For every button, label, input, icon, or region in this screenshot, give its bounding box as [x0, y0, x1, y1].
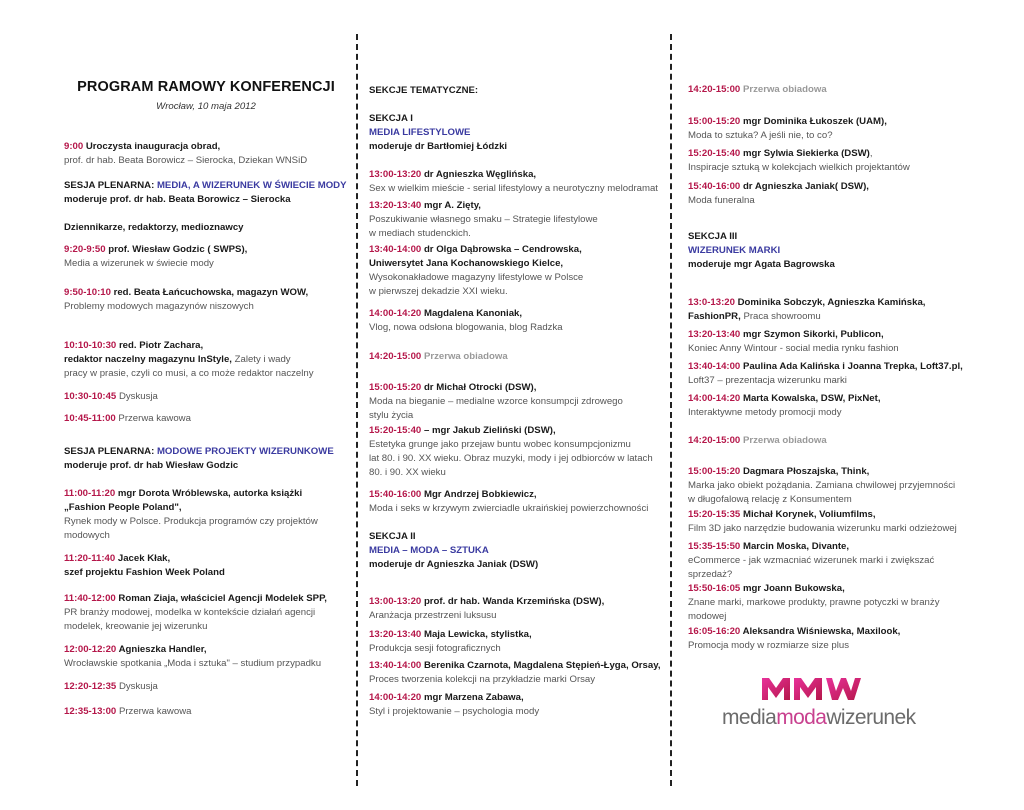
- speaker: Agnieszka Handler,: [116, 644, 207, 655]
- speaker: – mgr Jakub Zieliński (DSW),: [421, 425, 556, 436]
- plenary-session-1: [64, 179, 348, 207]
- logo-word-wizerunek: wizerunek: [826, 706, 916, 729]
- talk-entry: [688, 360, 978, 388]
- logo-wordmark: [722, 705, 916, 731]
- topic-cont: sprzedaż?: [688, 569, 733, 580]
- talk-entry: [369, 307, 667, 335]
- talk-entry: [64, 552, 348, 580]
- session-name: MEDIA, A WIZERUNEK W ŚWIECIE MODY: [156, 180, 347, 191]
- label: Przerwa obiadowa: [421, 351, 508, 362]
- time: 11:40-12:00: [64, 593, 116, 604]
- speaker: mgr Dorota Wróblewska, autorka książki: [115, 488, 303, 499]
- topic: Moda i seks w krzywym zwierciadle ukraińskiej powierzchowności: [369, 503, 649, 514]
- time: 15:35-15:50: [688, 541, 741, 552]
- talk-entry: [369, 595, 667, 623]
- time: 15:20-15:40: [369, 425, 422, 436]
- time: 14:20-15:00: [369, 351, 422, 362]
- time: 13:20-13:40: [369, 200, 422, 211]
- talk-entry: [688, 582, 978, 624]
- section-name: MEDIA LIFESTYLOWE: [369, 127, 471, 138]
- time: 14:20-15:00: [688, 435, 741, 446]
- topic-cont: pracy w prasie, czyli co musi, a co może redaktor naczelny: [64, 368, 314, 379]
- speaker: Jacek Kłak,: [115, 553, 171, 564]
- speaker: Maja Lewicka, stylistka,: [421, 629, 532, 640]
- group-heading: [64, 221, 348, 235]
- time: 15:20-15:40: [688, 148, 741, 159]
- topic: Loft37 – prezentacja wizerunku marki: [688, 375, 847, 386]
- time: 14:00-14:20: [688, 393, 741, 404]
- lunch-break-entry: [688, 83, 978, 97]
- time: 15:20-15:35: [688, 509, 741, 520]
- speaker-affiliation: „Fashion People Poland",: [64, 502, 182, 513]
- topic-cont: w mediach studenckich.: [369, 228, 471, 239]
- topic: Znane marki, markowe produkty, prawne potyczki w branży: [688, 597, 940, 608]
- talk-entry: [369, 199, 667, 241]
- topic-cont: w długofalową relację z Konsumentem: [688, 494, 852, 505]
- speaker: dr Agnieszka Janiak( DSW),: [740, 181, 869, 192]
- page-title: PROGRAM RAMOWY KONFERENCJI: [77, 79, 335, 95]
- topic: Produkcja sesji fotograficznych: [369, 643, 501, 654]
- time: 13:0-13:20: [688, 297, 735, 308]
- speaker: Magdalena Kanoniak,: [421, 308, 523, 319]
- speaker: dr Olga Dąbrowska – Cendrowska,: [421, 244, 582, 255]
- talk-entry: [64, 286, 348, 314]
- speaker: mgr A. Ziętу,: [421, 200, 481, 211]
- topic: Wysokonakładowe magazyny lifestylowe w Polsce: [369, 272, 584, 283]
- topic: Wrocławskie spotkania „Moda i sztuka" – studium przypadku: [64, 658, 322, 669]
- coffee-break-entry: [64, 412, 348, 426]
- discussion-entry: [64, 390, 348, 404]
- talk-entry: [369, 488, 667, 516]
- time: 16:05-16:20: [688, 626, 741, 637]
- topic: Film 3D jako narzędzie budowania wizerunku marki odzieżowej: [688, 523, 957, 534]
- speaker: prof. dr hab. Wanda Krzemińska (DSW),: [421, 596, 605, 607]
- speaker: mgr Joann Bukowska,: [740, 583, 845, 594]
- section-1-header: [369, 112, 667, 154]
- topic: Zalety i wady: [231, 354, 291, 365]
- topic: Aranżacja przestrzeni luksusu: [369, 610, 497, 621]
- topic: Marka jako obiekt pożądania. Zamiana chwilowej przyjemności: [688, 480, 956, 491]
- speaker-affiliation: redaktor naczelny magazynu InStyle,: [64, 354, 232, 365]
- session-moderator: moderuje prof. dr hab. Beata Borowicz – Sierocka: [64, 194, 291, 205]
- time: 15:50-16:05: [688, 583, 741, 594]
- talk-entry: [688, 180, 978, 208]
- speaker: mgr Szymon Sikorki, Publicon,: [740, 329, 884, 340]
- time: 12:20-12:35: [64, 681, 117, 692]
- time: 12:00-12:20: [64, 644, 117, 655]
- sections-heading: [369, 84, 667, 98]
- column-divider-right: [670, 34, 672, 786]
- speaker: Roman Ziaja, właściciel Agencji Modelek SPP,: [115, 593, 327, 604]
- speaker-affiliation: szef projektu Fashion Week Poland: [64, 567, 225, 578]
- topic: Moda funeralna: [688, 195, 755, 206]
- talk-entry: [688, 296, 978, 324]
- topic-cont: modelek, kreowanie jej wizerunku: [64, 621, 208, 632]
- session-prefix: SESJA PLENARNA:: [64, 446, 157, 457]
- speaker: mgr Sylwia Siekierka (DSW): [740, 148, 870, 159]
- talk-entry: [688, 625, 978, 653]
- talk-entry: [688, 328, 978, 356]
- talk-entry: [64, 592, 348, 634]
- topic: Problemy modowych magazynów niszowych: [64, 301, 254, 312]
- topic-cont-2: 80. i 90. XX wieku: [369, 467, 446, 478]
- page-subtitle: Wrocław, 10 maja 2012: [156, 101, 256, 112]
- topic: Styl i projektowanie – psychologia mody: [369, 706, 540, 717]
- speaker: mgr Marzena Zabawa,: [421, 692, 524, 703]
- section-moderator: moderuje dr Agnieszka Janiak (DSW): [369, 559, 539, 570]
- column-divider-left: [356, 34, 358, 786]
- discussion-entry: [64, 680, 348, 694]
- topic: Interaktywne metody promocji mody: [688, 407, 842, 418]
- speaker: Dagmara Płoszajska, Think,: [740, 466, 870, 477]
- label: Przerwa kawowa: [116, 706, 192, 717]
- time: 12:35-13:00: [64, 706, 117, 717]
- session-name: MODOWE PROJEKTY WIZERUNKOWE: [156, 446, 334, 457]
- time: 15:00-15:20: [369, 382, 422, 393]
- time: 10:45-11:00: [64, 413, 116, 424]
- talk-entry: [688, 115, 978, 143]
- time: 9:50-10:10: [64, 287, 111, 298]
- time: 13:40-14:00: [688, 361, 741, 372]
- talk-entry: [369, 424, 667, 480]
- sections-heading-text: SEKCJE TEMATYCZNE:: [369, 85, 479, 96]
- section-moderator: moderuje dr Bartłomiej Łódzki: [369, 141, 508, 152]
- speaker: Aleksandra Wiśniewska, Maxilook,: [740, 626, 901, 637]
- topic: PR branży modowej, modelka w kontekście działań agencji: [64, 607, 316, 618]
- speaker: red. Piotr Zachara,: [116, 340, 204, 351]
- speaker: Berenika Czarnota, Magdalena Stępień-Łyga, Orsay,: [421, 660, 661, 671]
- label: Przerwa obiadowa: [740, 84, 827, 95]
- entry-speakers: prof. dr hab. Beata Borowicz – Sierocka, Dziekan WNSiD: [64, 155, 308, 166]
- lunch-break-entry: [688, 434, 978, 448]
- topic: Media a wizerunek w świecie mody: [64, 258, 214, 269]
- label: Przerwa kawowa: [115, 413, 191, 424]
- time: 13:20-13:40: [688, 329, 741, 340]
- session-moderator: moderuje prof. dr hab Wiesław Godzic: [64, 460, 239, 471]
- time: 14:00-14:20: [369, 692, 422, 703]
- topic: Proces tworzenia kolekcji na przykładzie marki Orsay: [369, 674, 596, 685]
- coffee-break-entry: [64, 705, 348, 719]
- time: 9:00: [64, 141, 84, 152]
- topic: Rynek mody w Polsce. Produkcja programów czy projektów: [64, 516, 318, 527]
- section-name: WIZERUNEK MARKI: [688, 245, 781, 256]
- talk-entry: [64, 243, 348, 271]
- time: 13:20-13:40: [369, 629, 422, 640]
- topic-cont: stylu życia: [369, 410, 414, 421]
- group-heading-text: Dziennikarze, redaktorzy, medioznawcy: [64, 222, 244, 233]
- time: 13:40-14:00: [369, 660, 422, 671]
- logo-mark-icon: [722, 676, 912, 704]
- talk-entry: [688, 147, 978, 175]
- speaker: Michał Korynek, Voliumfilms,: [740, 509, 876, 520]
- opening-entry: [64, 140, 348, 168]
- time: 15:40-16:00: [688, 181, 741, 192]
- speaker: Dominika Sobczyk, Agnieszka Kamińska,: [734, 297, 926, 308]
- section-2-header: [369, 530, 667, 572]
- topic: Moda to sztuka? A jeśli nie, to co?: [688, 130, 833, 141]
- topic: eCommerce - jak wzmacniać wizerunek marki i zwiększać: [688, 555, 935, 566]
- label: Dyskusja: [116, 391, 158, 402]
- speaker: Paulina Ada Kalińska i Joanna Trepka, Loft37.pl,: [740, 361, 963, 372]
- section-label: SEKCJA II: [369, 531, 416, 542]
- talk-entry: [369, 628, 667, 656]
- time: 10:30-10:45: [64, 391, 117, 402]
- time: 15:40-16:00: [369, 489, 422, 500]
- time: 13:00-13:20: [369, 169, 422, 180]
- section-label: SEKCJA I: [369, 113, 413, 124]
- speaker-affiliation: Uniwersytet Jana Kochanowskiego Kielce,: [369, 258, 564, 269]
- speaker: Mgr Andrzej Bobkiewicz,: [421, 489, 537, 500]
- topic: Vlog, nowa odsłona blogowania, blog Radzka: [369, 322, 563, 333]
- time: 11:20-11:40: [64, 553, 116, 564]
- time: 11:00-11:20: [64, 488, 116, 499]
- topic: Moda na bieganie – medialne wzorce konsumpcji zdrowego: [369, 396, 623, 407]
- session-prefix: SESJA PLENARNA:: [64, 180, 157, 191]
- topic-cont: lat 80. i 90. XX wieku. Obraz muzyki, mody i jej odbiorców w latach: [369, 453, 653, 464]
- section-moderator: moderuje mgr Agata Bagrowska: [688, 259, 835, 270]
- time: 14:00-14:20: [369, 308, 422, 319]
- mediamodawizerunek-logo: [722, 676, 916, 736]
- time: 14:20-15:00: [688, 84, 741, 95]
- label: Dyskusja: [116, 681, 158, 692]
- talk-entry: [688, 508, 978, 536]
- logo-word-media: media: [722, 706, 777, 729]
- time: 15:00-15:20: [688, 466, 741, 477]
- time: 13:40-14:00: [369, 244, 422, 255]
- topic: Estetyka grunge jako przejaw buntu wobec konsumpcjonizmu: [369, 439, 631, 450]
- speaker: dr Michał Otrocki (DSW),: [421, 382, 537, 393]
- plenary-session-2: [64, 445, 348, 473]
- topic: Promocja mody w rozmiarze size plus: [688, 640, 850, 651]
- logo-word-moda: moda: [776, 706, 827, 729]
- speaker: dr Agnieszka Węglińska,: [421, 169, 537, 180]
- talk-entry: [64, 643, 348, 671]
- talk-entry: [688, 465, 978, 507]
- speaker: Marcin Moska, Divante,: [740, 541, 850, 552]
- talk-entry: [369, 381, 667, 423]
- section-label: SEKCJA III: [688, 231, 738, 242]
- topic: Inspiracje sztuką w kolekcjach wielkich projektantów: [688, 162, 910, 173]
- talk-entry: [369, 243, 667, 299]
- talk-entry: [369, 691, 667, 719]
- speaker-affiliation: FashionPR,: [688, 311, 741, 322]
- speaker: red. Beata Łańcuchowska, magazyn WOW,: [110, 287, 309, 298]
- topic: Poszukiwanie własnego smaku – Strategie lifestylowe: [369, 214, 598, 225]
- topic: Koniec Anny Wintour - social media rynku fashion: [688, 343, 899, 354]
- topic: Sex w wielkim mieście - serial lifestylowy a neurotyczny melodramat: [369, 183, 658, 194]
- topic: Praca showroomu: [740, 311, 821, 322]
- speaker: prof. Wiesław Godzic ( SWPS),: [105, 244, 248, 255]
- entry-title: Uroczysta inauguracja obrad,: [85, 141, 221, 152]
- speaker: Marta Kowalska, DSW, PixNet,: [740, 393, 881, 404]
- section-name: MEDIA – MODA – SZTUKA: [369, 545, 489, 556]
- speaker-suffix: ,: [869, 148, 873, 159]
- talk-entry: [64, 487, 348, 543]
- talk-entry: [688, 392, 978, 420]
- talk-entry: [369, 168, 667, 196]
- talk-entry: [369, 659, 667, 687]
- topic-cont: modowej: [688, 611, 727, 622]
- time: 15:00-15:20: [688, 116, 741, 127]
- speaker: mgr Dominika Łukoszek (UAM),: [740, 116, 887, 127]
- talk-entry: [688, 540, 978, 582]
- label: Przerwa obiadowa: [740, 435, 827, 446]
- section-3-header: [688, 230, 978, 272]
- time: 10:10-10:30: [64, 340, 117, 351]
- topic-cont: w pierwszej dekadzie XXI wieku.: [369, 286, 508, 297]
- talk-entry: [64, 339, 348, 381]
- topic-cont: modowych: [64, 530, 110, 541]
- lunch-break-entry: [369, 350, 667, 364]
- time: 13:00-13:20: [369, 596, 422, 607]
- time: 9:20-9:50: [64, 244, 106, 255]
